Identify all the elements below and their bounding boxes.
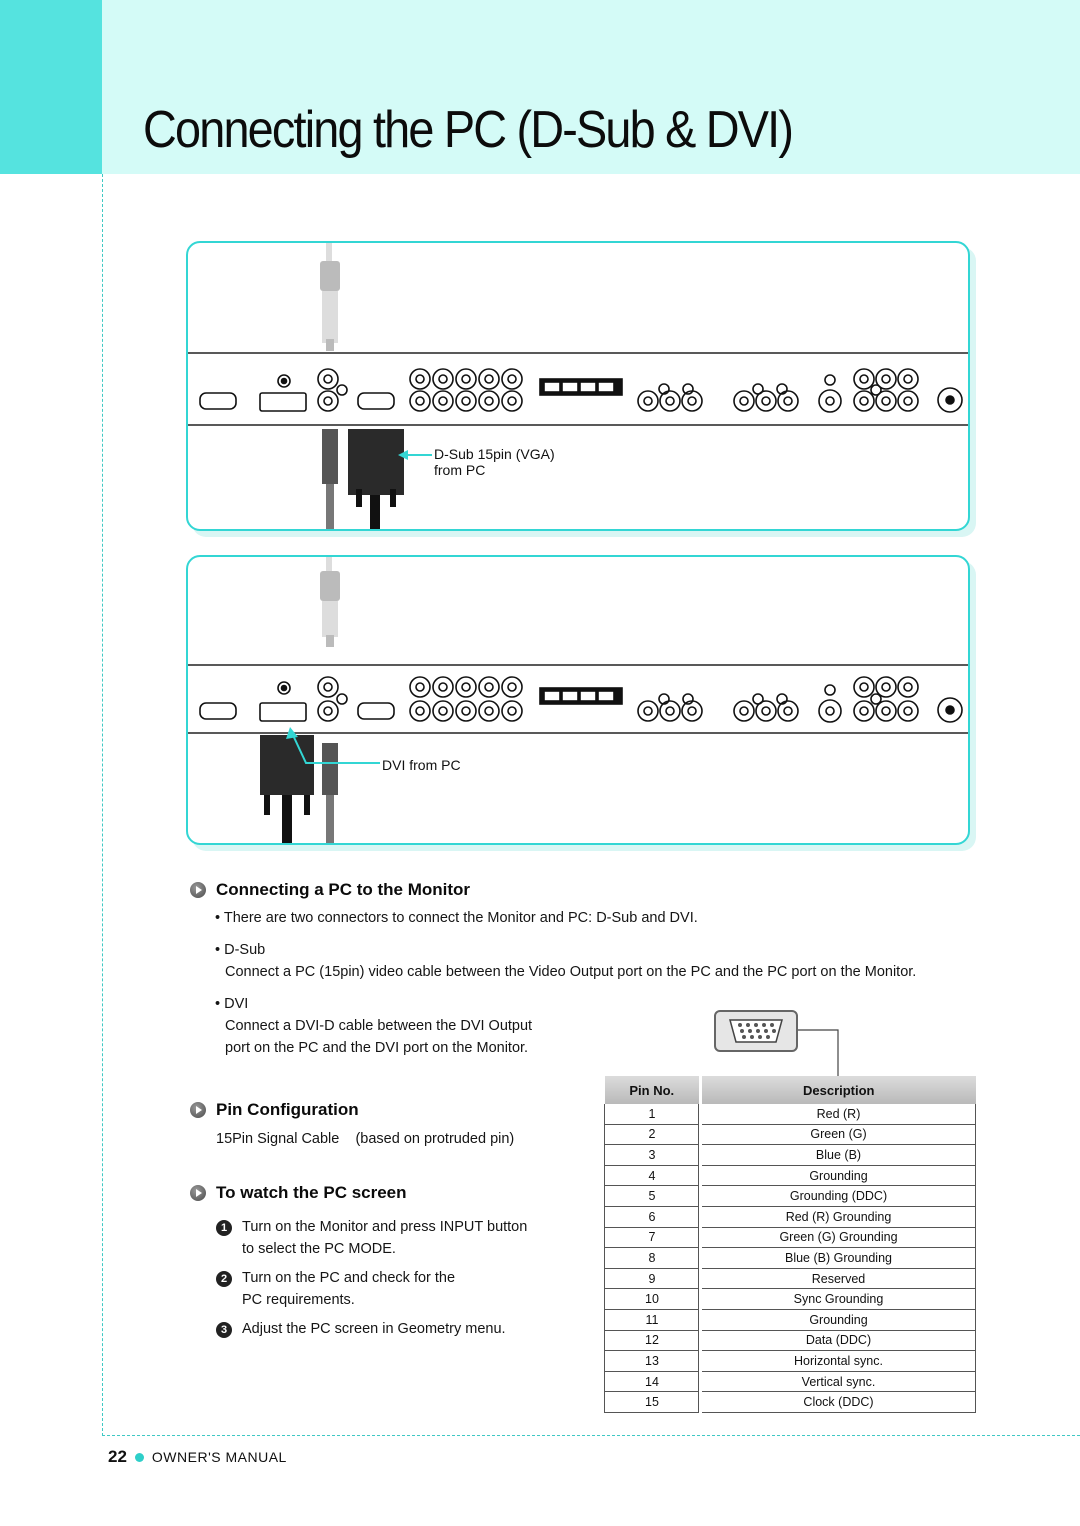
pin-description: Blue (B) Grounding xyxy=(701,1248,976,1269)
step-number-3: 3 xyxy=(216,1322,232,1338)
pin-number: 13 xyxy=(605,1351,701,1372)
pin-description: Grounding xyxy=(701,1165,976,1186)
pin-number: 10 xyxy=(605,1289,701,1310)
table-row xyxy=(605,1289,976,1310)
pin-number: 12 xyxy=(605,1330,701,1351)
pin-description: Data (DDC) xyxy=(701,1330,976,1351)
pin-number: 2 xyxy=(605,1124,701,1145)
dsub-label: • D-Sub xyxy=(215,942,266,958)
pin-number: 3 xyxy=(605,1145,701,1166)
intro-text: • There are two connectors to connect the Monitor and PC: D-Sub and DVI. xyxy=(215,910,698,926)
header-description: Description xyxy=(701,1076,976,1104)
left-dashed-rule xyxy=(102,174,103,1436)
pin-description: Vertical sync. xyxy=(701,1371,976,1392)
header-pin-no: Pin No. xyxy=(605,1076,701,1104)
bottom-dashed-rule xyxy=(102,1435,1080,1436)
pin-description: Horizontal sync. xyxy=(701,1351,976,1372)
pin-description: Red (R) Grounding xyxy=(701,1206,976,1227)
dvi-text-line1: Connect a DVI-D cable between the DVI Output xyxy=(225,1018,533,1034)
pin-description: Grounding xyxy=(701,1309,976,1330)
pin-number: 9 xyxy=(605,1268,701,1289)
table-row xyxy=(605,1268,976,1289)
pin-number: 11 xyxy=(605,1309,701,1330)
pin-number: 6 xyxy=(605,1206,701,1227)
step-3-line1: Adjust the PC screen in Geometry menu. xyxy=(242,1321,506,1337)
bullet-dot-icon xyxy=(135,1453,144,1462)
corner-accent-block xyxy=(0,0,102,174)
page-footer xyxy=(108,1447,287,1467)
page-title: Connecting the PC (D-Sub & DVI) xyxy=(143,101,793,159)
dvi-connection-diagram xyxy=(186,555,970,845)
connector-row xyxy=(200,369,962,412)
pin-number: 1 xyxy=(605,1104,701,1124)
pin-description: Blue (B) xyxy=(701,1145,976,1166)
table-row xyxy=(605,1104,976,1124)
dsub-connection-diagram xyxy=(186,241,970,531)
table-row xyxy=(605,1309,976,1330)
manual-label: OWNER'S MANUAL xyxy=(151,1449,287,1465)
pin-description: Green (G) Grounding xyxy=(701,1227,976,1248)
pin-description: Grounding (DDC) xyxy=(701,1186,976,1207)
dvi-text-line2: port on the PC and the DVI port on the Monitor. xyxy=(225,1040,529,1056)
pin-description: Green (G) xyxy=(701,1124,976,1145)
rear-panel-illustration-dsub xyxy=(188,243,968,529)
pin-number: 7 xyxy=(605,1227,701,1248)
table-row xyxy=(605,1206,976,1227)
step-2-line2: PC requirements. xyxy=(242,1292,355,1308)
section-heading-connecting-pc: Connecting a PC to the Monitor xyxy=(190,880,470,900)
arrow-bullet-icon xyxy=(190,1102,206,1118)
pin-number: 14 xyxy=(605,1371,701,1392)
dsub-callout-label: D-Sub 15pin (VGA) from PC xyxy=(434,446,555,478)
table-row xyxy=(605,1248,976,1269)
pin-description: Red (R) xyxy=(701,1104,976,1124)
pin-description: Clock (DDC) xyxy=(701,1392,976,1413)
arrow-bullet-icon xyxy=(190,1185,206,1201)
table-row xyxy=(605,1351,976,1372)
arrow-bullet-icon xyxy=(190,882,206,898)
table-row xyxy=(605,1227,976,1248)
pin-number: 8 xyxy=(605,1248,701,1269)
dvi-callout-label: DVI from PC xyxy=(382,757,461,773)
table-header-row xyxy=(605,1076,976,1104)
pin-description: Sync Grounding xyxy=(701,1289,976,1310)
pin-number: 4 xyxy=(605,1165,701,1186)
table-row xyxy=(605,1371,976,1392)
table-row xyxy=(605,1124,976,1145)
page-number: 22 xyxy=(108,1447,127,1466)
rear-panel-illustration-dvi xyxy=(188,557,968,843)
step-1-line1: Turn on the Monitor and press INPUT button xyxy=(242,1219,528,1235)
pin-description: Reserved xyxy=(701,1268,976,1289)
section-heading-pin-configuration: Pin Configuration xyxy=(190,1100,359,1120)
pin-configuration-table xyxy=(604,1076,976,1413)
step-number-1: 1 xyxy=(216,1220,232,1236)
pin-number: 15 xyxy=(605,1392,701,1413)
table-row xyxy=(605,1186,976,1207)
section-heading-watch-pc-screen: To watch the PC screen xyxy=(190,1183,407,1203)
dsub-connector-icon xyxy=(712,1008,842,1078)
step-number-2: 2 xyxy=(216,1271,232,1287)
table-row xyxy=(605,1392,976,1413)
dsub-text: Connect a PC (15pin) video cable between the Video Output port on the PC and the PC port on the Monitor. xyxy=(225,964,917,980)
pin-config-text: 15Pin Signal Cable (based on protruded pin) xyxy=(216,1131,515,1147)
step-2-line1: Turn on the PC and check for the xyxy=(242,1270,456,1286)
table-row xyxy=(605,1145,976,1166)
table-row xyxy=(605,1165,976,1186)
table-row xyxy=(605,1330,976,1351)
step-1-line2: to select the PC MODE. xyxy=(242,1241,396,1257)
pin-number: 5 xyxy=(605,1186,701,1207)
dvi-label: • DVI xyxy=(215,996,249,1012)
